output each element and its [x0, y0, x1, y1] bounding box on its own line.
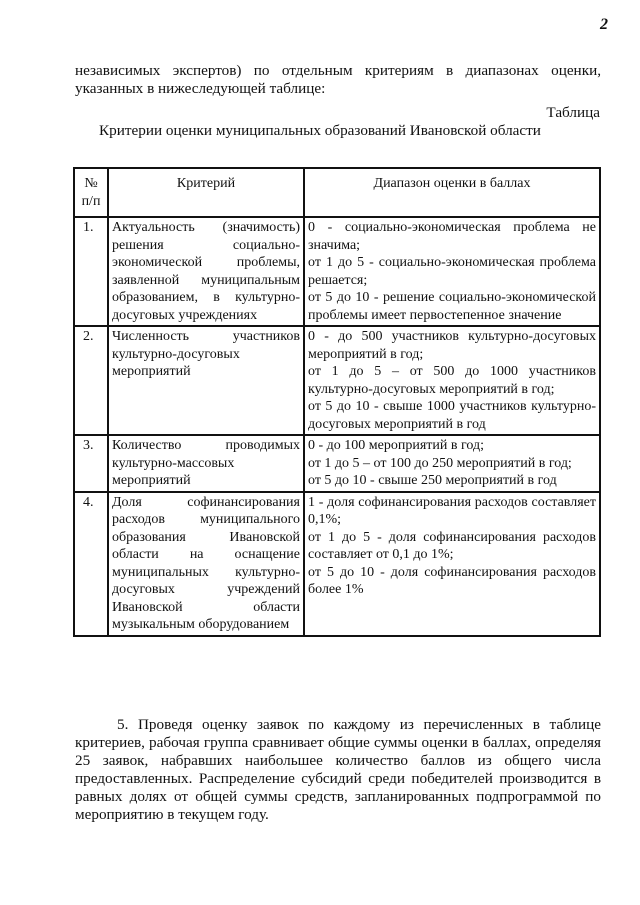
conclusion-text: 5. Проведя оценку заявок по каждому из перечисленных в таблице критериев, рабочая группа сравнивает общие суммы оценки в баллах, определяя 25 заявок, набравших наибольшее количество баллов из общего числа предоставленных. Распределение субсидий среди победителей производится в равных долях от общей суммы средств, запланированных подпрограммой по мероприятию в текущем году. [75, 716, 601, 823]
range-item: от 5 до 10 - доля софинансирования расходов более 1% [308, 564, 596, 597]
intro-paragraph [75, 62, 601, 98]
intro-line-2: указанных в нижеследующей таблице: [75, 80, 326, 97]
header-criterion: Критерий [108, 168, 304, 217]
range-item: от 1 до 5 – от 500 до 1000 участников культурно-досуговых мероприятий в год; [308, 364, 596, 397]
header-number: № п/п [74, 168, 108, 217]
intro-line-1: независимых экспертов) по отдельным критериям в диапазонах оценки, [75, 62, 601, 79]
range-item: от 1 до 5 - доля софинансирования расходов составляет от 0,1 до 1%; [308, 529, 596, 562]
row-criterion: Численность участников культурно-досуговых мероприятий [108, 326, 304, 435]
range-item: 0 - до 100 мероприятий в год; [308, 438, 484, 453]
row-number: 3. [74, 435, 108, 492]
range-item: 0 - до 500 участников культурно-досуговых мероприятий в год; [308, 329, 596, 362]
table-row [74, 326, 600, 435]
range-item: от 5 до 10 - решение социально-экономической проблемы имеет первостепенное значение [308, 290, 596, 323]
row-criterion: Актуальность (значимость) решения социально-экономической проблемы, заявленной муниципальным образованием, в культурно-досуговых учреждениях [108, 217, 304, 326]
range-item: от 1 до 5 - социально-экономическая проблема решается; [308, 255, 596, 288]
conclusion-paragraph [75, 716, 601, 824]
criteria-table [73, 167, 601, 637]
header-range: Диапазон оценки в баллах [304, 168, 600, 217]
row-ranges [304, 217, 600, 326]
table-caption: Таблица [546, 104, 600, 121]
table-header-row [74, 168, 600, 217]
range-item: 1 - доля софинансирования расходов составляет 0,1%; [308, 494, 596, 527]
range-item: от 5 до 10 - свыше 1000 участников культурно-досуговых мероприятий в год [308, 399, 596, 432]
range-item: от 5 до 10 - свыше 250 мероприятий в год [308, 473, 557, 488]
range-item: от 1 до 5 – от 100 до 250 мероприятий в год; [308, 455, 572, 471]
range-item: 0 - социально-экономическая проблема не значима; [308, 220, 596, 253]
row-ranges [304, 435, 600, 492]
row-criterion: Доля софинансирования расходов муниципального образования Ивановской области на оснащение муниципальных культурно-досуговых учреждений Ивановской области музыкальным оборудованием [108, 492, 304, 636]
row-number: 1. [74, 217, 108, 326]
row-ranges [304, 492, 600, 636]
row-criterion: Количество проводимых культурно-массовых мероприятий [108, 435, 304, 492]
row-ranges [304, 326, 600, 435]
row-number: 2. [74, 326, 108, 435]
table-row [74, 217, 600, 326]
page-number: 2 [600, 16, 608, 33]
table-title: Критерии оценки муниципальных образований Ивановской области [99, 122, 541, 139]
table-row [74, 435, 600, 492]
row-number: 4. [74, 492, 108, 636]
table-row [74, 492, 600, 636]
